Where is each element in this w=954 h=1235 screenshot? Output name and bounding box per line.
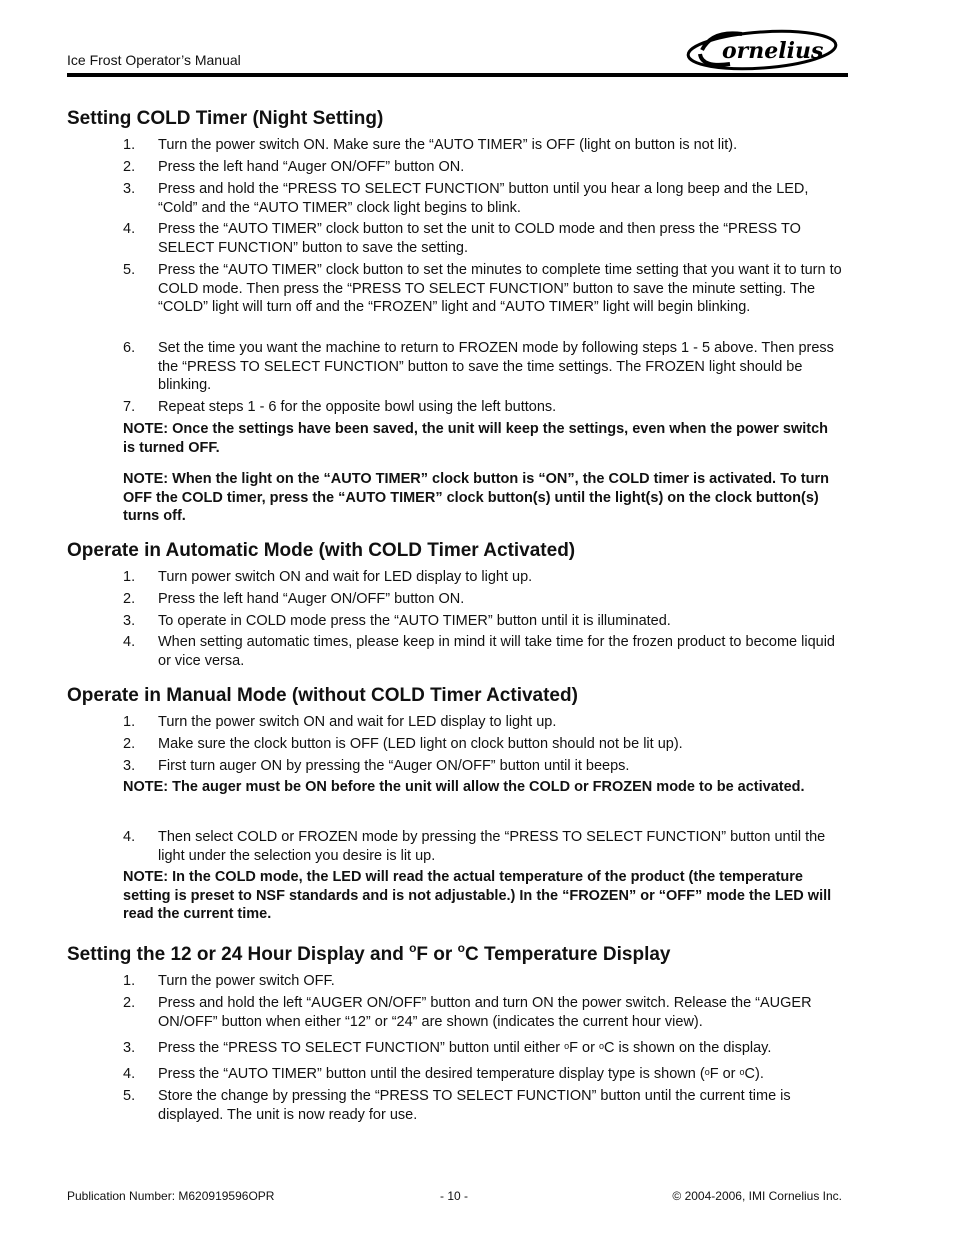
list-item: 2. Make sure the clock button is OFF (LED light on clock button should not be lit up). bbox=[123, 736, 683, 752]
list-item: 2. Press and hold the left “AUGER ON/OFF” button and turn ON the power switch. Release the “AUGER ON/OFF” button when either “12” or “24” are shown (indicates the current hour view). bbox=[123, 995, 812, 1030]
cornelius-logo bbox=[682, 26, 838, 74]
copyright: © 2004-2006, IMI Cornelius Inc. bbox=[672, 1189, 842, 1203]
section-heading-cold-timer: Setting COLD Timer (Night Setting) bbox=[67, 108, 384, 129]
manual-title: Ice Frost Operator’s Manual bbox=[67, 52, 241, 68]
list-item: 3. To operate in COLD mode press the “AUTO TIMER” button until it is illuminated. bbox=[123, 613, 671, 629]
section-heading-display-settings: Setting the 12 or 24 Hour Display and $^o$F or $^o$C Temperature Display bbox=[67, 941, 671, 965]
list-item: 1. Turn the power switch ON. Make sure the “AUTO TIMER” is OFF (light on button is not lit). bbox=[123, 137, 738, 153]
list-item: 5. Store the change by pressing the “PRESS TO SELECT FUNCTION” button until the current time is displayed. The unit is now ready for use. bbox=[123, 1088, 791, 1123]
list-item: 4. Press the “AUTO TIMER” button until the desired temperature display type is shown ($^o$F or $^o$C). bbox=[123, 1066, 764, 1082]
list-item: 7. Repeat steps 1 - 6 for the opposite bowl using the left buttons. bbox=[123, 399, 557, 415]
list-item: 5. Press the “AUTO TIMER” clock button to set the minutes to complete time setting that you want it to turn to COLD mode. Then press the “PRESS TO SELECT FUNCTION” button to save the minute setting. The “COLD” light will turn off and the “FROZEN” light and “AUTO TIMER” light will begin blinking. bbox=[123, 262, 842, 315]
list-item: 4. Then select COLD or FROZEN mode by pressing the “PRESS TO SELECT FUNCTION” button until the light under the selection you desire is lit up. bbox=[123, 829, 826, 864]
list-item: 1. Turn the power switch OFF. bbox=[123, 973, 335, 989]
list-item: 4. Press the “AUTO TIMER” clock button to set the unit to COLD mode and then press the “PRESS TO SELECT FUNCTION” button to save the setting. bbox=[123, 221, 801, 256]
note-settings-saved: NOTE: Once the settings have been saved, the unit will keep the settings, even when the power switch is turned OFF. bbox=[123, 421, 829, 456]
note-cold-mode-led: NOTE: In the COLD mode, the LED will read the actual temperature of the product (the temperature setting is preset to NSF standards and is not adjustable.) In the “FROZEN” or “OFF” mode the LED will read the current time. bbox=[123, 869, 832, 922]
note-auger-on: NOTE: The auger must be ON before the unit will allow the COLD or FROZEN mode to be activated. bbox=[123, 779, 805, 795]
header-rule bbox=[67, 73, 848, 77]
list-item: 6. Set the time you want the machine to return to FROZEN mode by following steps 1 - 5 above. Then press the “PRESS TO SELECT FUNCTION” button to save the time settings. The FROZEN light should be blinking. bbox=[123, 340, 834, 393]
list-item: 4. When setting automatic times, please keep in mind it will take time for the frozen product to become liquid or vice versa. bbox=[123, 634, 835, 669]
note-auto-timer: NOTE: When the light on the “AUTO TIMER” clock button is “ON”, the COLD timer is activated. To turn OFF the COLD timer, press the “AUTO TIMER” clock button(s) until the light(s) on the clock button(s) turns off. bbox=[123, 471, 829, 524]
list-item: 3. Press and hold the “PRESS TO SELECT FUNCTION” button until you hear a long beep and the LED, “Cold” and the “AUTO TIMER” clock light begins to blink. bbox=[123, 181, 809, 216]
list-item: 2. Press the left hand “Auger ON/OFF” button ON. bbox=[123, 159, 465, 175]
list-item: 1. Turn the power switch ON and wait for LED display to light up. bbox=[123, 714, 557, 730]
list-item: 3. First turn auger ON by pressing the “Auger ON/OFF” button until it beeps. bbox=[123, 758, 630, 774]
section-heading-manual-mode: Operate in Manual Mode (without COLD Timer Activated) bbox=[67, 685, 578, 706]
section-heading-automatic-mode: Operate in Automatic Mode (with COLD Timer Activated) bbox=[67, 540, 576, 561]
list-item: 1. Turn power switch ON and wait for LED display to light up. bbox=[123, 569, 533, 585]
page-number: - 10 - bbox=[440, 1189, 469, 1203]
publication-number: Publication Number: M620919596OPR bbox=[67, 1189, 275, 1203]
list-item: 3. Press the “PRESS TO SELECT FUNCTION” button until either $^o$F or $^o$C is shown on the display. bbox=[123, 1040, 772, 1056]
list-item: 2. Press the left hand “Auger ON/OFF” button ON. bbox=[123, 591, 465, 607]
svg-text:ornelius: ornelius bbox=[722, 38, 824, 64]
